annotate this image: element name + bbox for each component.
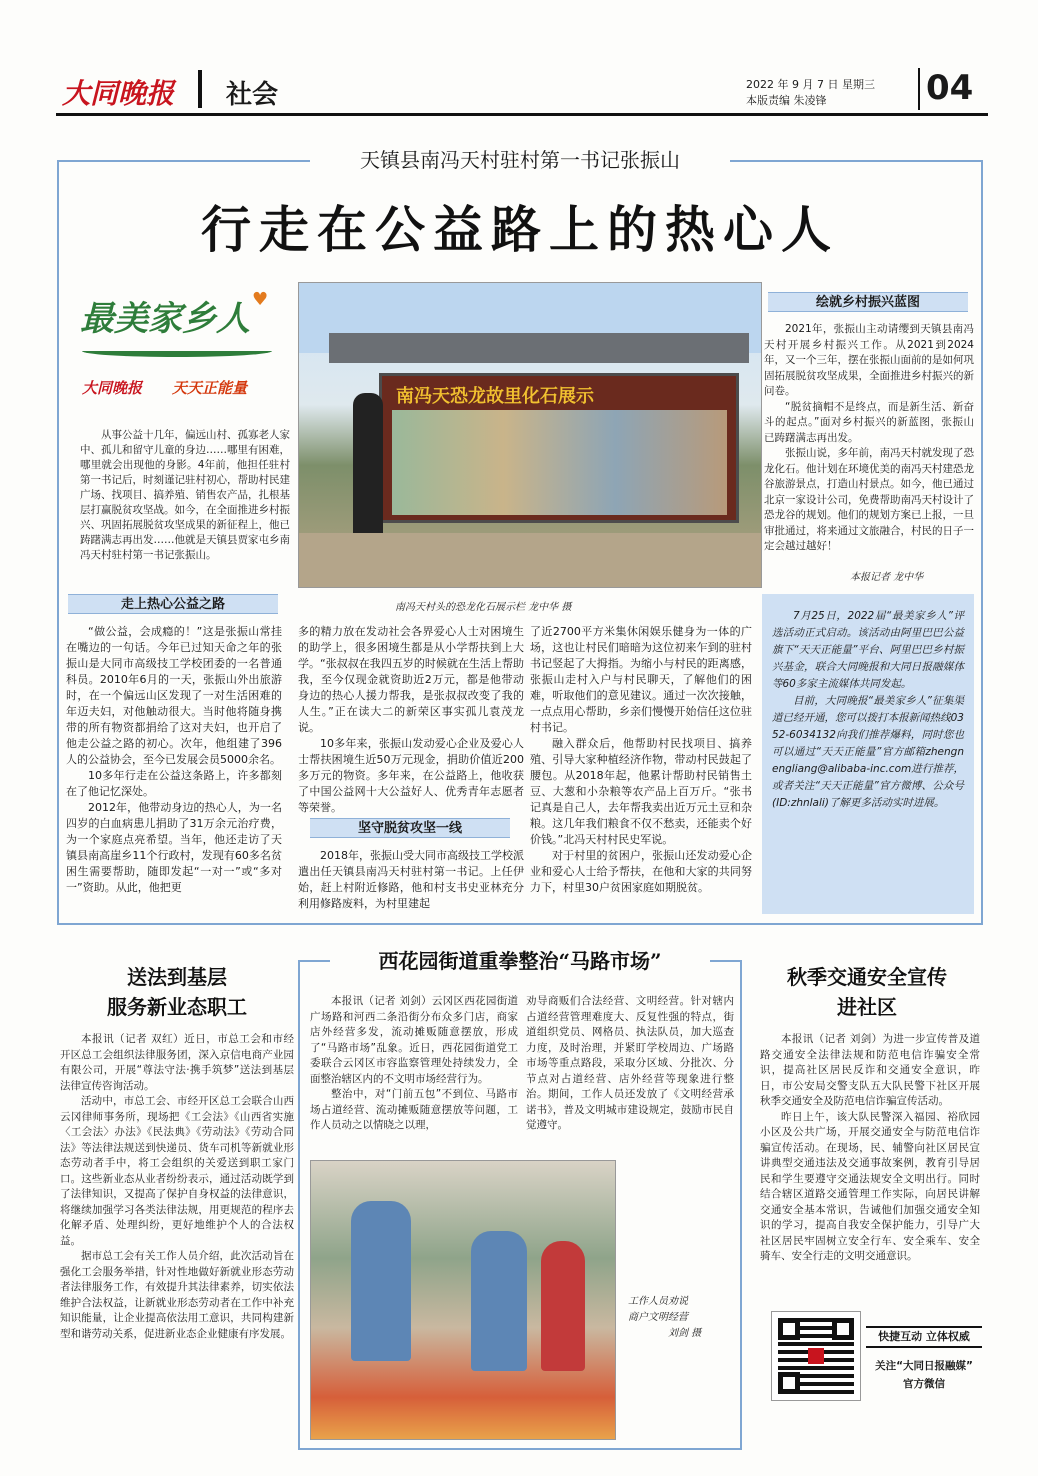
- worker-figure-1: [351, 1201, 411, 1361]
- page-divider: [918, 68, 920, 110]
- col3-p3: 对于村里的贫困户，张振山还发动爱心企业和爱心人士给予帮扶，在他和大家的共同努力下，村里30户贫困家庭如期脱贫。: [530, 849, 752, 894]
- vendor-figure: [541, 1241, 585, 1371]
- col3-p1: 了近2700平方米集休闲娱乐健身为一体的广场，这也让村民们暗暗为这位初来乍到的驻村书记竖起了大拇指。为缩小与村民的距离感，张振山走村入户与村民聊天，了解他们的困难，听取他们的意见建议。通过一次次接触，一点点用心帮助，乡亲们慢慢开始信任这位驻村书记。: [530, 625, 752, 734]
- qr-tag: 快捷互动 立体权威: [866, 1326, 982, 1348]
- notice-p1: 7月25日，2022届“最美家乡人”评选活动正式启动。该活动由阿里巴巴公益旗下“天天正能量”平台、阿里巴巴乡村振兴基金，联合大同晚报和大同日报融媒体等60多家主流媒体共同发起。: [772, 610, 964, 690]
- worker-figure-2: [471, 1231, 527, 1371]
- header-divider: [198, 70, 202, 108]
- col3-p2: 融入群众后，他帮助村民找项目、搞养殖、引导大家种植经济作物，带动村民鼓起了腰包。从2018年起，他累计帮助村民销售土豆、大葱和小杂粮等农产品上百万斤。“张书记真是自己人，去年帮我卖出近万元土豆和杂粮。这几年我们粮食不仅不愁卖，还能卖个好价钱。”北冯天村村民史军说。: [530, 737, 752, 846]
- col4-p1: 2021年，张振山主动请缨到天镇县南冯天村开展乡村振兴工作。从2021到2024年，又一个三年，摆在张振山面前的是如何巩固拓展脱贫攻坚成果，全面推进乡村振兴的新问卷。: [764, 323, 974, 397]
- mid-col-1: [310, 994, 518, 1130]
- left-article-title-1: 送法到基层: [127, 965, 227, 989]
- col4-p2: “脱贫摘帽不是终点，而是新生活、新奋斗的起点。”面对乡村振兴的新蓝图，张振山已踌躇满志再出发。: [764, 400, 974, 444]
- mid-photo: [310, 1160, 616, 1440]
- exhibition-board: [379, 373, 739, 523]
- column-3: [530, 624, 752, 922]
- qr-finder-3: [778, 1372, 800, 1394]
- intro-text: 从事公益十几年，偏远山村、孤寡老人家中、孤儿和留守儿童的身边……哪里有困难，哪里就会出现他的身影。4年前，他担任驻村第一书记后，时刻谨记驻村初心，帮助村民建广场、找项目、搞养殖、销售农产品，扎根基层打赢脱贫攻坚战。如今，在全面推进乡村振兴、巩固拓展脱贫攻坚成果的新征程上，他已踌躇满志再出发……他就是天镇县贾家屯乡南冯天村驻村第一书记张振山。: [80, 429, 290, 561]
- logo-block: [72, 285, 292, 415]
- right-article-title-1: 秋季交通安全宣传: [787, 965, 947, 989]
- masthead-bar: [56, 64, 988, 116]
- right-article-body: [760, 1032, 980, 1300]
- logo-swoosh: [82, 345, 272, 357]
- mid-article-title: 西花园街道重拳整治“马路市场”: [330, 946, 710, 976]
- mid-photo-caption-3: 刘剑 摄: [668, 1328, 702, 1339]
- column-1: [66, 624, 282, 922]
- left-article-title-2: 服务新业态职工: [107, 995, 247, 1019]
- left-p1: 本报讯（记者 双红）近日，市总工会和市经开区总工会组织法律服务团，深入京信电商产业园有限公司，开展“尊法守法·携手筑梦”送法到基层法律宣传咨询活动。: [60, 1033, 294, 1092]
- logo-brand-2: 天天正能量: [172, 379, 248, 397]
- mid-photo-caption-1: 工作人员劝说: [628, 1296, 688, 1307]
- col2-p3: 2018年，张振山受大同市高级技工学校派遣出任天镇县南冯天村驻村第一书记。上任伊始，赶上村附近修路，他和村支书史亚林充分利用修路废料，为村里建起: [298, 849, 524, 910]
- brand-logo: 大同晚报: [62, 77, 175, 110]
- col2-p1: 多的精力放在发动社会各界爱心人士对困境生的助学上，很多困境生都是从小学帮扶到上大学。“张叔叔在我四五岁的时候就在生活上帮助我，至今仅现金就资助近2万元，都是他带动身边的热心人援力帮我，是张叔叔改变了我的人生。”正在读大二的新荣区事实孤儿袁茂龙说。: [298, 625, 524, 734]
- feature-title: 行走在公益路上的热心人: [201, 200, 839, 259]
- logo-brand-1: 大同晚报: [82, 379, 143, 397]
- section-name: 社会: [226, 80, 279, 110]
- heart-icon: ♥: [252, 289, 269, 310]
- col2-p2: 10多年来，张振山发动爱心企业及爱心人士帮扶困境生近50万元现金，捐助价值近200多万元的物资。多年来，在公益路上，他收获了中国公益网十大公益好人、优秀青年志愿者等荣誉。: [298, 737, 524, 814]
- mid-p1: 本报讯（记者 刘剑）云冈区西花园街道广场路和河西二条沿街分布众多门店，商家店外经营多发，流动摊贩随意摆放，形成了“马路市场”乱象。近日，西花园街道党工委联合云冈区市容监察管理处持续发力，全面整治辖区内的不文明市场经营行为。: [310, 995, 518, 1085]
- sec1-p2: 10多年行走在公益这条路上，许多都刻在了他记忆深处。: [66, 769, 282, 798]
- byline: 本报记者 龙中华: [850, 572, 924, 583]
- editor-line: 本版责编 朱凌锋: [746, 94, 827, 107]
- photo-caption: 南冯天村头的恐龙化石展示栏 龙中华 摄: [395, 602, 572, 613]
- sec1-p3: 2012年，他带动身边的热心人，为一名四岁的白血病患儿捐助了31万余元治疗费，为一个家庭点亮希望。当年，他还走访了天镇县南高崖乡11个行政村，发现有60多名贫困生需要帮助，随即发起“一对一”或“多对一”资助。从此，他把更: [66, 801, 282, 894]
- mid-p2: 整治中，对“门前五包”不到位、马路市场占道经营、流动摊贩随意摆放等问题，工作人员动之以情晓之以理，: [310, 1088, 518, 1131]
- left-p2: 活动中，市总工会、市经开区总工会联合山西云冈律师事务所，现场把《工会法》《山西省实施〈工会法〉办法》《民法典》《劳动法》《劳动合同法》等法律法规送到快递员、货车司机等新就业形态劳动者手中，将工会组织的关爱送到职工家门口。这些新业态从业者纷纷表示，通过活动既学到了法律知识，又提高了保护自身权益的法律意识，将继续加强学习各类法律法规，用更规范的程序去化解矛盾、处理纠纷，更好地维护个人的合法权益。: [60, 1095, 294, 1247]
- qr-caption-2: 官方微信: [903, 1378, 945, 1390]
- column-2-bottom: [298, 848, 524, 922]
- notice-box: [762, 594, 974, 914]
- left-p3: 据市总工会有关工作人员介绍，此次活动旨在强化工会服务举措，针对性地做好新就业形态劳动者法律服务工作，有效提升其法律素养，切实依法维护合法权益，让新就业形态劳动者在工作中补充知识能量，让企业提高依法用工意识，共同构建新型和谐劳动关系，促进新业态企业健康有序发展。: [60, 1250, 294, 1340]
- section-heading-2: 坚守脱贫攻坚一线: [310, 818, 510, 838]
- photo-person: [353, 393, 383, 553]
- mid-photo-caption-2: 商户文明经营: [628, 1312, 688, 1323]
- photo-roof: [329, 333, 749, 363]
- date-line: 2022 年 9 月 7 日 星期三: [746, 78, 875, 91]
- mid-p3: 劝导商贩们合法经营、文明经营。针对辖内占道经营管理难度大、反复性强的特点，街道组织党员、网格员、执法队员，加大巡查力度，及时治理，并紧盯学校周边、广场路市场等重点路段，采取分区域、分批次、分节点对占道经营、店外经营等现象进行整治。期间，工作人员还发放了《文明经营承诺书》，普及文明城市建设规定，鼓励市民自觉遵守。: [526, 995, 734, 1131]
- section-heading-1: 走上热心公益之路: [68, 594, 278, 614]
- main-photo: [298, 282, 762, 588]
- feature-subtitle: 天镇县南冯天村驻村第一书记张振山: [310, 146, 730, 174]
- left-article-body: [60, 1032, 294, 1452]
- notice-p2: 目前，大同晚报“最美家乡人”征集渠道已经开通，您可以拨打本报新闻热线0352-6034132向我们推荐爆料，同时您也可以通过“天天正能量”官方邮箱zhengnengliang@alibaba-inc.com进行推荐，或者关注“天天正能量”官方微博、公众号(ID:zhnlali)了解更多活动实时进展。: [772, 695, 964, 809]
- qr-finder-1: [778, 1318, 800, 1340]
- section-heading-3: 绘就乡村振兴蓝图: [768, 292, 968, 312]
- column-4: [764, 322, 974, 580]
- right-article-title-2: 进社区: [837, 995, 897, 1019]
- qr-code[interactable]: [772, 1312, 860, 1400]
- qr-caption-1: 关注“大同日报融媒”: [875, 1360, 973, 1372]
- col4-p3: 张振山说，多年前，南冯天村就发现了恐龙化石。他计划在环境优美的南冯天村建恐龙谷旅游景点，打造山村景点。如今，他已通过北京一家设计公司，免费帮助南冯天村设计了恐龙谷的规划。他们的规划方案已上报，一旦审批通过，将来通过文旅融合，村民的日子一定会越过越好！: [764, 447, 974, 552]
- column-2: [298, 624, 524, 814]
- qr-finder-2: [832, 1318, 854, 1340]
- intro-paragraph: [80, 428, 290, 588]
- qr-center-logo: [808, 1348, 824, 1364]
- board-banner: 南冯天恐龙故里化石展示: [396, 386, 594, 407]
- mid-col-2: [526, 994, 734, 1130]
- right-p1: 本报讯（记者 刘剑）为进一步宣传普及道路交通安全法律法规和防范电信诈骗安全常识，提高社区居民反诈和交通安全意识，昨日，市公安局交警支队五大队民警下社区开展秋季交通安全及防范电信诈骗宣传活动。: [760, 1033, 980, 1107]
- photo-ground: [299, 533, 761, 587]
- board-panel: [392, 410, 727, 515]
- right-p2: 昨日上午，该大队民警深入福园、裕欣园小区及公共广场，开展交通安全与防范电信诈骗宣传活动。在现场，民、辅警向社区居民宣讲典型交通违法及交通事故案例，教育引导居民和学生要遵守交通法规安全文明出行。同时结合辖区道路交通管理工作实际，向居民讲解交通安全基本常识，告诫他们加强交通安全知识的学习，提高自我安全保护能力，引导广大社区居民牢固树立安全行车、安全乘车、安全骑车、安全行走的文明交通意识。: [760, 1110, 980, 1262]
- page-number: 04: [926, 68, 974, 108]
- sec1-p1: “做公益，会成瘾的！”这是张振山常挂在嘴边的一句话。今年已过知天命之年的张振山是大同市高级技工学校团委的一名普通科员。2010年6月的一天，张振山外出旅游时，在一个偏远山区发现了一对生活困难的年迈夫妇，对他触动很大。当时他将随身携带的所有物资都捐给了这对夫妇，也开启了他走公益之路的初心。次年，他组建了396人的公益协会，至今已发展会员5000余名。: [66, 625, 282, 766]
- logo-title: 最美家乡人: [80, 299, 250, 339]
